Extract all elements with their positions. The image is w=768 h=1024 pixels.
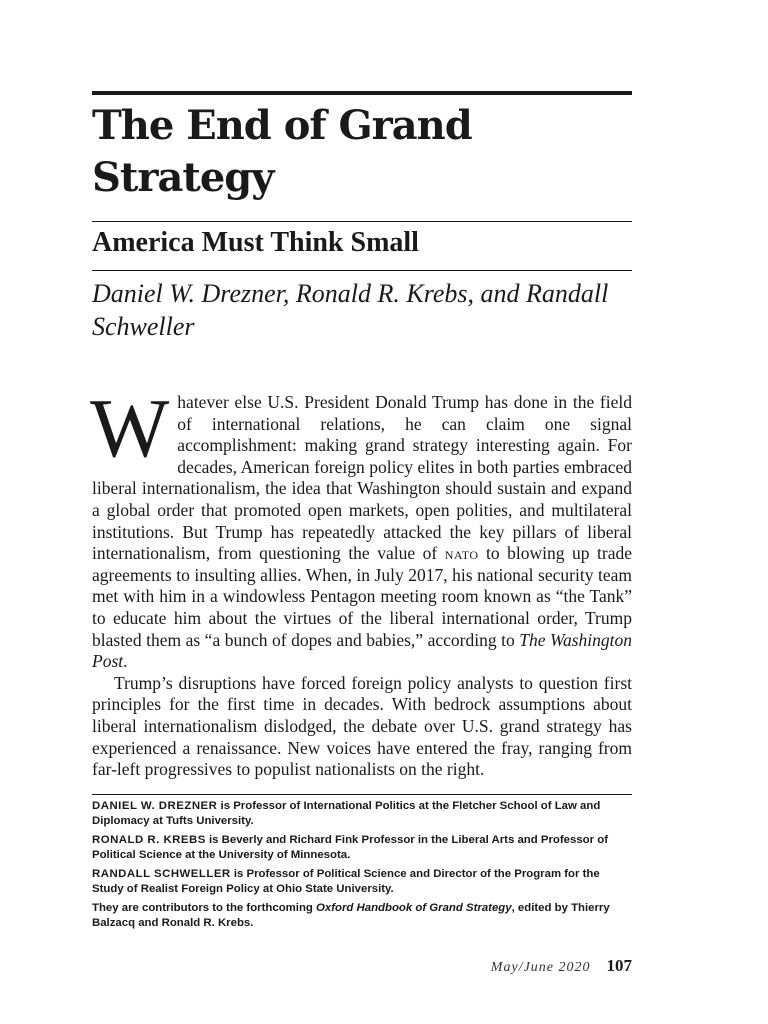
- contributor-note-before: They are contributors to the forthcoming: [92, 902, 317, 914]
- author-note: [92, 799, 632, 829]
- author-note-name: DANIEL W. DREZNER: [92, 800, 218, 812]
- author-note: [92, 867, 632, 897]
- author-note-text: is Professor of Political Science and Director of the Program for the Study of Realist Foreign Policy at Ohio State University.: [92, 868, 600, 895]
- body-paragraph-2: Trump’s disruptions have forced foreign policy analysts to question first principles for the first time in decades. With bedrock assumptions about liberal internationalism dislodged, the debate over U.S. grand strategy has experienced a renaissance. New voices have entered the fray, ranging from far-left progressives to populist nationalists on the right.: [92, 672, 632, 780]
- article-subtitle: America Must Think Small: [92, 227, 419, 258]
- drop-cap: W: [90, 382, 170, 475]
- contributor-note: [92, 901, 632, 931]
- author-note-text: is Professor of International Politics at the Fletcher School of Law and Diplomacy at Tufts University.: [92, 800, 601, 827]
- paragraph-1-end: .: [123, 651, 128, 672]
- author-note-name: RONALD R. KREBS: [92, 834, 206, 846]
- title-top-rule: [92, 91, 632, 95]
- author-note-name: RANDALL SCHWELLER: [92, 868, 231, 880]
- publication-name: The Washington Post: [92, 629, 632, 672]
- issue-date: May/June 2020: [490, 960, 591, 975]
- contributor-note-after: , edited by Thierry Balzacq and Ronald R. Krebs.: [92, 902, 610, 929]
- paragraph-1-text-a: hatever else U.S. President Donald Trump has done in the field of international relations, he can claim one signal accomplishment: making grand strategy interesting again. For decades, American foreign policy elites in both parties embraced liberal internationalism, the idea that Washington should sustain and expand a global order that promoted open markets, open polities, and multilateral institutions. But Trump has repeatedly attacked the key pillars of liberal internationalism, from questioning the value of: [92, 392, 632, 564]
- author-note-text: is Beverly and Richard Fink Professor in the Liberal Arts and Professor of Political Science at the University of Minnesota.: [92, 834, 608, 861]
- body-paragraph-1: [90, 382, 632, 673]
- author-notes: [92, 799, 632, 935]
- page-number: 107: [606, 956, 632, 975]
- handbook-title: Oxford Handbook of Grand Strategy: [316, 902, 512, 914]
- nato-acronym: nato: [444, 543, 479, 564]
- page-footer: [491, 956, 632, 976]
- article-authors: Daniel W. Drezner, Ronald R. Krebs, and Randall Schweller: [92, 279, 609, 341]
- footnote-rule: [92, 794, 632, 795]
- title-bottom-rule: [92, 221, 632, 222]
- author-note: [92, 833, 632, 863]
- article-title: The End of Grand Strategy: [92, 102, 472, 201]
- paragraph-1-text-b: to blowing up trade agreements to insulting allies. When, in July 2017, his national security team met with him in a windowless Pentagon meeting room known as “the Tank” to educate him about the virtues of the liberal international order, Trump blasted them as “a bunch of dopes and babies,” according to: [92, 543, 632, 650]
- article-body: [90, 382, 632, 781]
- subtitle-bottom-rule: [92, 270, 632, 271]
